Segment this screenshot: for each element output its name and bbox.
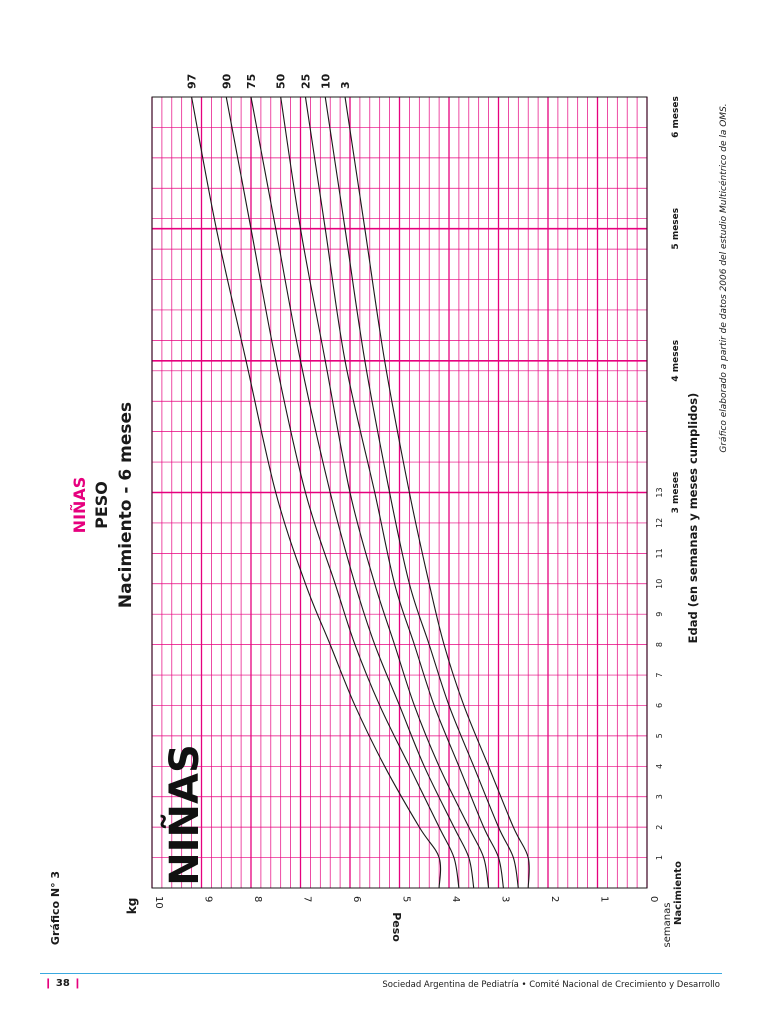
week-tick-label: 10 [655, 578, 664, 589]
week-tick-label: 11 [655, 548, 664, 559]
week-tick-label: 9 [655, 611, 664, 617]
percentile-label-3: 3 [339, 81, 353, 89]
y-tick-label: 9 [202, 896, 214, 903]
week-tick-label: 5 [655, 733, 664, 739]
y-tick-label: 5 [400, 896, 412, 903]
month-label: 4 meses [671, 339, 681, 382]
x-start-label: Nacimiento [673, 861, 684, 925]
graph-number-label: Gráfico N° 3 [49, 870, 62, 946]
y-tick-label: 2 [549, 896, 560, 903]
week-tick-label: 8 [655, 642, 664, 648]
percentile-label-97: 97 [185, 73, 199, 89]
week-tick-label: 1 [655, 855, 664, 861]
month-label: 3 meses [671, 471, 681, 514]
y-tick-label: 10 [153, 896, 164, 909]
grid-major [152, 97, 647, 888]
percentile-label-10: 10 [319, 73, 333, 89]
footer-organization: Sociedad Argentina de Pediatría • Comité Nacional de Crecimiento y Desarrollo [382, 980, 720, 990]
page-number-bar-right: ❙ [73, 978, 82, 989]
y-tick-label: 3 [499, 896, 511, 903]
percentile-label-50: 50 [274, 73, 288, 89]
percentile-label-75: 75 [245, 73, 258, 89]
page-number-value: 38 [55, 978, 70, 989]
source-note: Gráfico elaborado a partir de datos 2006 del estudio Multicéntrico de la OMS. [719, 103, 729, 453]
week-tick-label: 4 [655, 763, 664, 769]
week-tick-label: 7 [655, 672, 664, 678]
footer-rule [40, 973, 722, 974]
y-tick-label: 8 [252, 896, 263, 903]
percentile-label-25: 25 [299, 73, 313, 89]
page-number [44, 978, 82, 989]
page-number-bar-left: ❙ [44, 978, 53, 989]
y-unit-label: kg [125, 897, 139, 915]
chart-subtitle-2: Nacimiento - 6 meses [116, 401, 136, 609]
chart-subtitle: PESO [92, 481, 111, 529]
chart-labels [153, 73, 681, 908]
big-girls-label: NIÑAS [162, 744, 208, 886]
week-tick-label: 3 [655, 794, 664, 800]
month-label: 6 meses [671, 96, 681, 138]
y-axis-title: Peso [390, 912, 403, 942]
y-tick-label: 7 [301, 896, 313, 903]
week-tick-label: 6 [655, 702, 664, 709]
y-tick-label: 4 [450, 896, 461, 903]
x-unit-label: semanas [662, 902, 673, 948]
week-tick-label: 12 [655, 517, 664, 529]
week-tick-label: 2 [655, 824, 664, 830]
y-tick-label: 0 [648, 896, 659, 903]
chart-title: NIÑAS [70, 476, 89, 534]
y-tick-label: 1 [598, 896, 610, 903]
month-label: 5 meses [671, 207, 681, 250]
week-tick-label: 13 [655, 487, 664, 498]
plot-area [152, 97, 647, 888]
x-axis-title: Edad (en semanas y meses cumplidos) [686, 392, 700, 644]
percentile-label-90: 90 [220, 73, 234, 89]
y-tick-label: 6 [351, 896, 362, 903]
